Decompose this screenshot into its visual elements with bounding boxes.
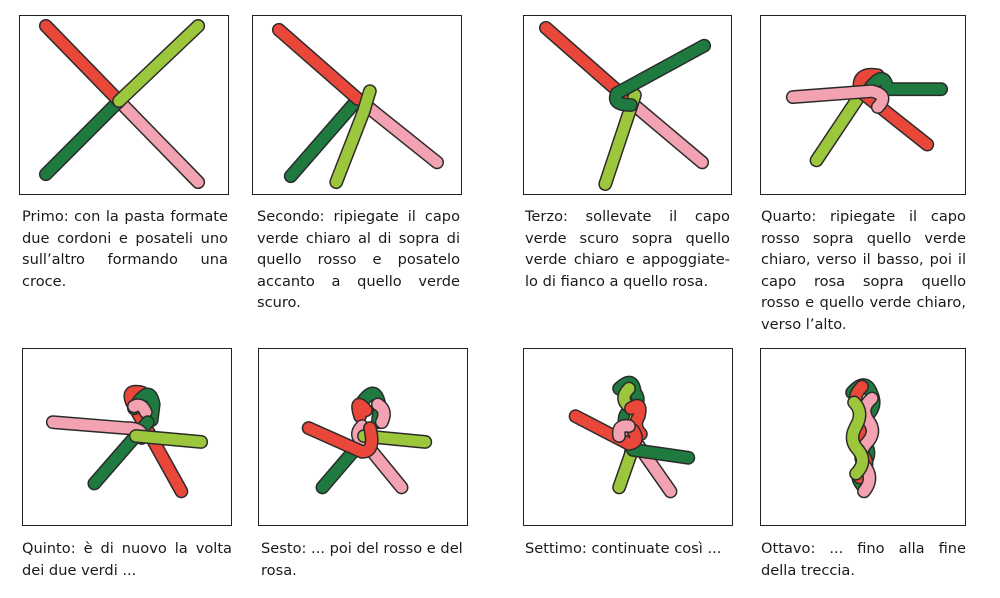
step-4-caption: Quarto: ripiegate il capo rosso sopra quello verde chiaro, verso il basso, poi il capo rosa sopra quello rosso e quello verde chiaro, verso l’alto. bbox=[761, 208, 966, 333]
step-4-drawing bbox=[761, 16, 965, 194]
step-6-illustration bbox=[258, 348, 468, 526]
step-5-caption: Quinto: è di nuovo la volta dei due verdi ... bbox=[22, 540, 232, 579]
step-3-caption: Terzo: sollevate il capo verde scuro sopra quello verde chiaro e appoggiate-lo di fianco a quello rosa. bbox=[525, 208, 730, 290]
step-1-caption: Primo: con la pasta formate due cordoni e posateli uno sull’altro formando una croce. bbox=[22, 208, 228, 290]
step-1-illustration bbox=[19, 15, 229, 195]
step-7-caption: Settimo: continuate così ... bbox=[525, 540, 722, 557]
step-7-illustration bbox=[523, 348, 733, 526]
step-3-illustration bbox=[523, 15, 732, 195]
step-4-illustration bbox=[760, 15, 966, 195]
step-5-drawing bbox=[23, 349, 231, 525]
step-5-illustration bbox=[22, 348, 232, 526]
step-1-drawing bbox=[20, 16, 228, 194]
step-3-drawing bbox=[524, 16, 731, 194]
step-8-drawing bbox=[761, 349, 965, 525]
step-2-caption: Secondo: ripiegate il capo verde chiaro al di sopra di quello rosso e posatelo accanto a quello verde scuro. bbox=[257, 208, 460, 311]
step-6-caption: Sesto: ... poi del rosso e del rosa. bbox=[261, 540, 463, 579]
step-6-drawing bbox=[259, 349, 467, 525]
step-8-illustration bbox=[760, 348, 966, 526]
step-7-drawing bbox=[524, 349, 732, 525]
step-2-illustration bbox=[252, 15, 462, 195]
step-8-caption: Ottavo: ... fino alla fine della treccia. bbox=[761, 540, 966, 579]
step-2-drawing bbox=[253, 16, 461, 194]
